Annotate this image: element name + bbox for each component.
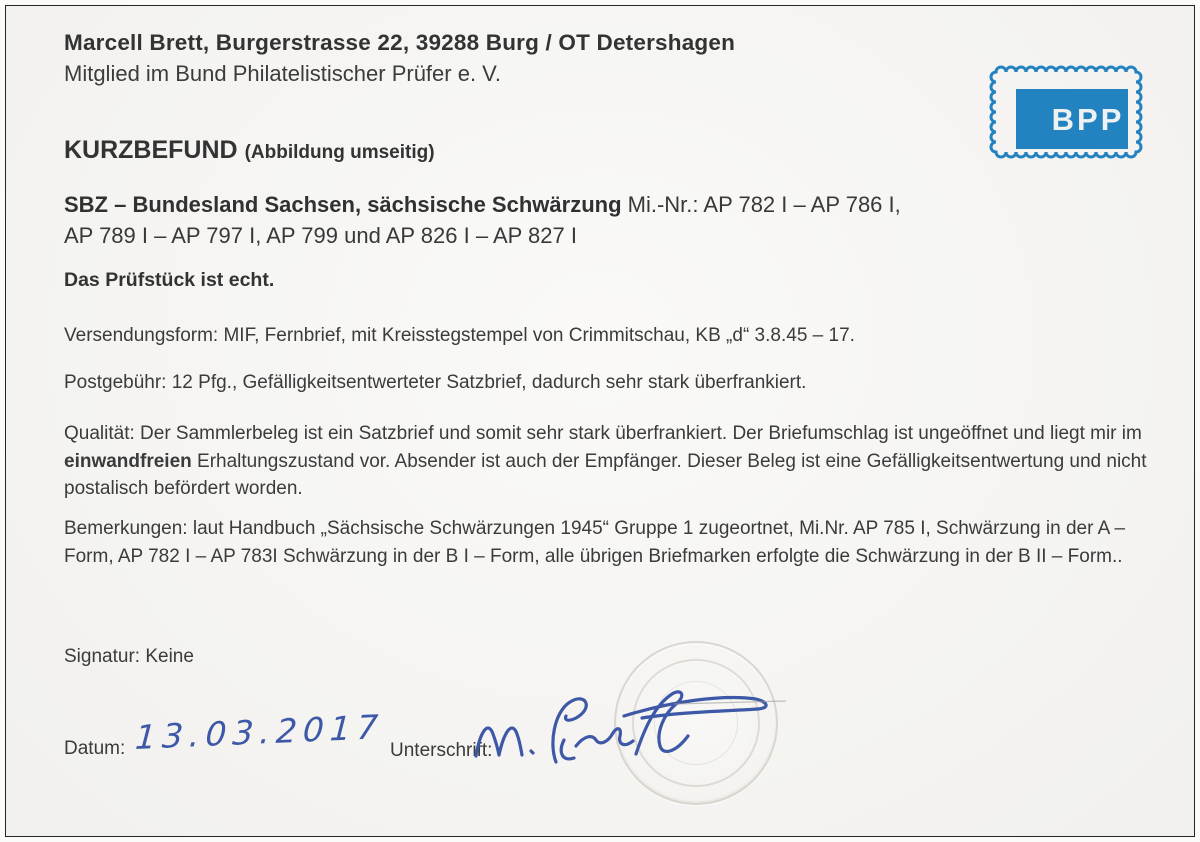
kurzbefund-note: (Abbildung umseitig) <box>244 142 435 163</box>
subject-minr: Mi.-Nr.: AP 782 I – AP 786 I, <box>621 192 901 217</box>
subject-line2: AP 789 I – AP 797 I, AP 799 und AP 826 I – AP 827 I <box>64 223 577 248</box>
kurzbefund-heading <box>64 136 435 165</box>
datum-label: Datum: <box>64 738 126 759</box>
paragraph-bemerkungen: Bemerkungen: laut Handbuch „Sächsische Schwärzungen 1945“ Gruppe 1 zugeortnet, Mi.Nr. AP 785 I, Schwärzung in der A – Form, AP 782 I – AP 783I Schwärzung in der B I – Form, alle übrigen Briefmarken erfolgte die Schwärzung in der B II – Form.. <box>64 518 1126 567</box>
signatur-line: Signatur: Keine <box>64 646 194 667</box>
subject-bold: SBZ – Bundesland Sachsen, sächsische Schwärzung <box>64 192 622 217</box>
bpp-logo-text: BPP <box>1051 102 1125 137</box>
unterschrift-label: Unterschrift: <box>390 740 493 761</box>
qualitaet-bold-word: einwandfreien <box>64 450 192 472</box>
letterhead-membership: Mitglied im Bund Philatelistischer Prüfer e. V. <box>64 61 501 86</box>
paragraph-postgebuehr: Postgebühr: 12 Pfg., Gefälligkeitsentwerteter Satzbrief, dadurch sehr stark überfrankiert. <box>64 372 807 393</box>
subject-line <box>64 189 1164 251</box>
bpp-stamp-logo-icon <box>986 62 1146 162</box>
certificate-page <box>5 5 1195 837</box>
verdict-line: Das Prüfstück ist echt. <box>64 269 275 291</box>
datum-value-handwritten: 13.03.2017 <box>134 706 386 757</box>
signature-handwritten <box>464 678 794 788</box>
paragraph-qualitaet: Qualität: Der Sammlerbeleg ist ein Satzbrief und somit sehr stark überfrankiert. Der Briefumschlag ist ungeöffnet und liegt mir im einwandfreien Erhaltungszustand vor. Absender ist auch der Empfänger. Dieser Beleg ist eine Gefälligkeitsentwertung und nicht postalisch befördert worden. <box>64 423 1147 499</box>
paragraph-versendungsform: Versendungsform: MIF, Fernbrief, mit Kreisstegstempel von Crimmitschau, KB „d“ 3.8.45 – 17. <box>64 325 855 346</box>
letterhead-name-address: Marcell Brett, Burgerstrasse 22, 39288 Burg / OT Detershagen <box>64 30 736 55</box>
kurzbefund-title: KURZBEFUND <box>64 136 238 164</box>
